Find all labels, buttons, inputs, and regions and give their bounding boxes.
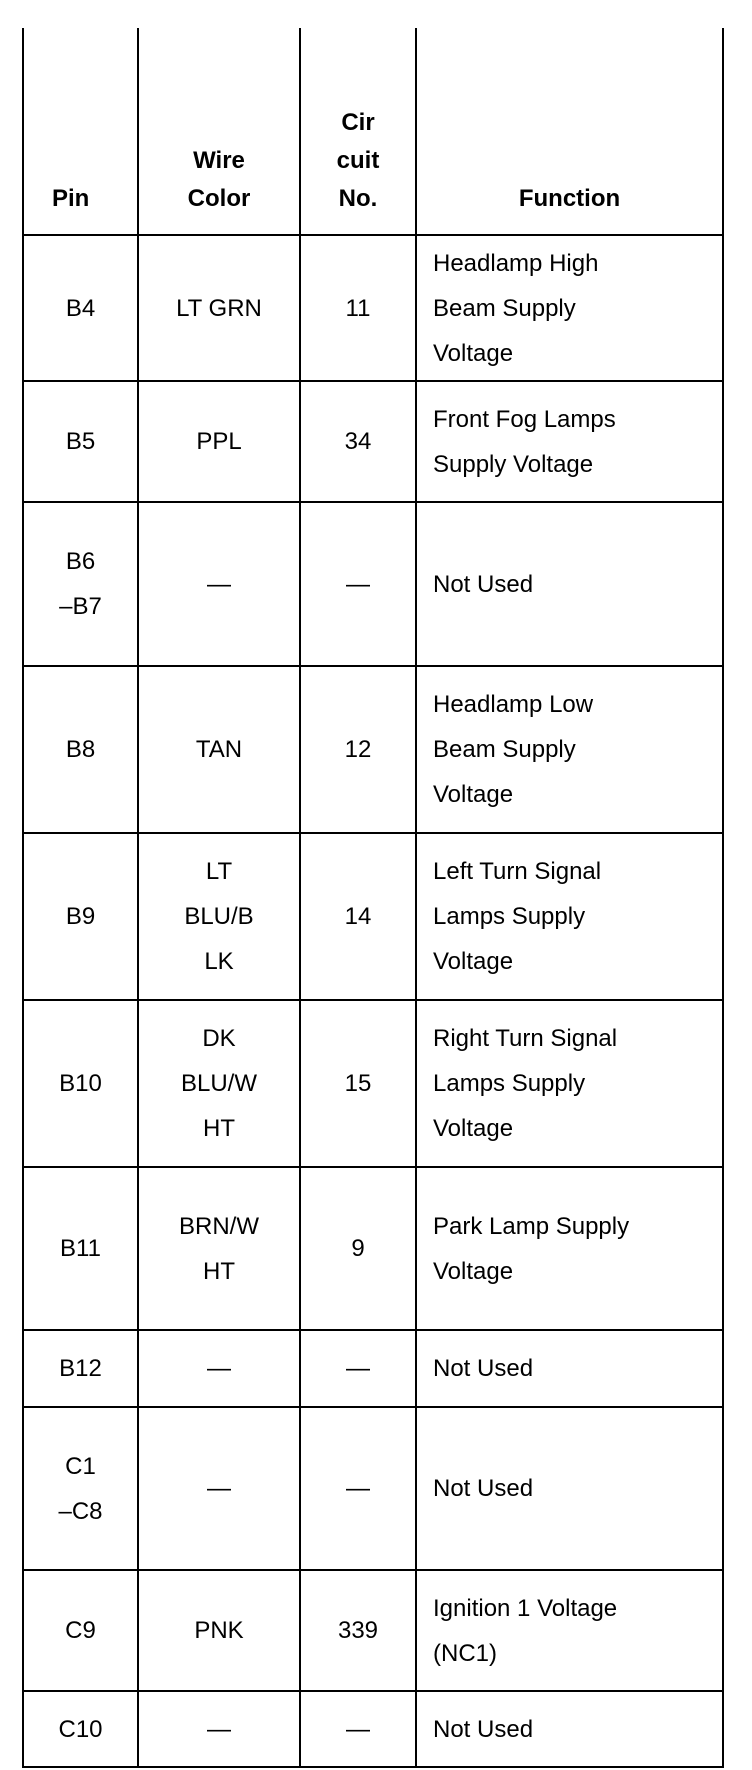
cell-function: Not Used — [416, 1330, 723, 1407]
cell-wire-color: — — [138, 502, 300, 666]
table-row — [23, 833, 723, 1000]
table-row — [23, 502, 723, 666]
table-row — [23, 1330, 723, 1407]
cell-wire-color: — — [138, 1691, 300, 1767]
cell-function: Not Used — [416, 502, 723, 666]
cell-function: Headlamp High Beam Supply Voltage — [416, 235, 723, 381]
cell-function: Front Fog Lamps Supply Voltage — [416, 381, 723, 502]
cell-wire-color: LT GRN — [138, 235, 300, 381]
table-body — [23, 235, 723, 1767]
table-row — [23, 1167, 723, 1330]
cell-function: Headlamp Low Beam Supply Voltage — [416, 666, 723, 833]
cell-pin: C9 — [23, 1570, 138, 1691]
cell-circuit-no: — — [300, 1691, 416, 1767]
table-header — [23, 28, 723, 235]
header-pin: Pin — [23, 28, 138, 235]
cell-circuit-no: 14 — [300, 833, 416, 1000]
cell-wire-color: DK BLU/W HT — [138, 1000, 300, 1167]
cell-circuit-no: — — [300, 1330, 416, 1407]
cell-function: Not Used — [416, 1407, 723, 1570]
cell-function: Ignition 1 Voltage (NC1) — [416, 1570, 723, 1691]
table-row — [23, 235, 723, 381]
cell-function: Park Lamp Supply Voltage — [416, 1167, 723, 1330]
table-row — [23, 1691, 723, 1767]
cell-pin: B12 — [23, 1330, 138, 1407]
cell-wire-color: LT BLU/B LK — [138, 833, 300, 1000]
header-row — [23, 28, 723, 235]
table-row — [23, 1407, 723, 1570]
cell-pin: C10 — [23, 1691, 138, 1767]
cell-pin: B6 –B7 — [23, 502, 138, 666]
cell-wire-color: PNK — [138, 1570, 300, 1691]
cell-wire-color: PPL — [138, 381, 300, 502]
cell-pin: B5 — [23, 381, 138, 502]
cell-pin: C1 –C8 — [23, 1407, 138, 1570]
cell-circuit-no: 11 — [300, 235, 416, 381]
header-wire-color: Wire Color — [138, 28, 300, 235]
header-function: Function — [416, 28, 723, 235]
cell-pin: B4 — [23, 235, 138, 381]
cell-circuit-no: 15 — [300, 1000, 416, 1167]
cell-circuit-no: 34 — [300, 381, 416, 502]
cell-circuit-no: 9 — [300, 1167, 416, 1330]
cell-function: Not Used — [416, 1691, 723, 1767]
cell-wire-color: — — [138, 1330, 300, 1407]
pin-function-table — [22, 28, 724, 1768]
cell-function: Left Turn Signal Lamps Supply Voltage — [416, 833, 723, 1000]
cell-pin: B9 — [23, 833, 138, 1000]
cell-function: Right Turn Signal Lamps Supply Voltage — [416, 1000, 723, 1167]
cell-pin: B11 — [23, 1167, 138, 1330]
cell-wire-color: TAN — [138, 666, 300, 833]
header-circuit-no: Cir cuit No. — [300, 28, 416, 235]
table-row — [23, 1570, 723, 1691]
cell-circuit-no: 339 — [300, 1570, 416, 1691]
cell-circuit-no: — — [300, 502, 416, 666]
cell-circuit-no: — — [300, 1407, 416, 1570]
cell-wire-color: — — [138, 1407, 300, 1570]
table-row — [23, 666, 723, 833]
cell-wire-color: BRN/W HT — [138, 1167, 300, 1330]
table-row — [23, 381, 723, 502]
cell-pin: B10 — [23, 1000, 138, 1167]
cell-circuit-no: 12 — [300, 666, 416, 833]
table-row — [23, 1000, 723, 1167]
cell-pin: B8 — [23, 666, 138, 833]
